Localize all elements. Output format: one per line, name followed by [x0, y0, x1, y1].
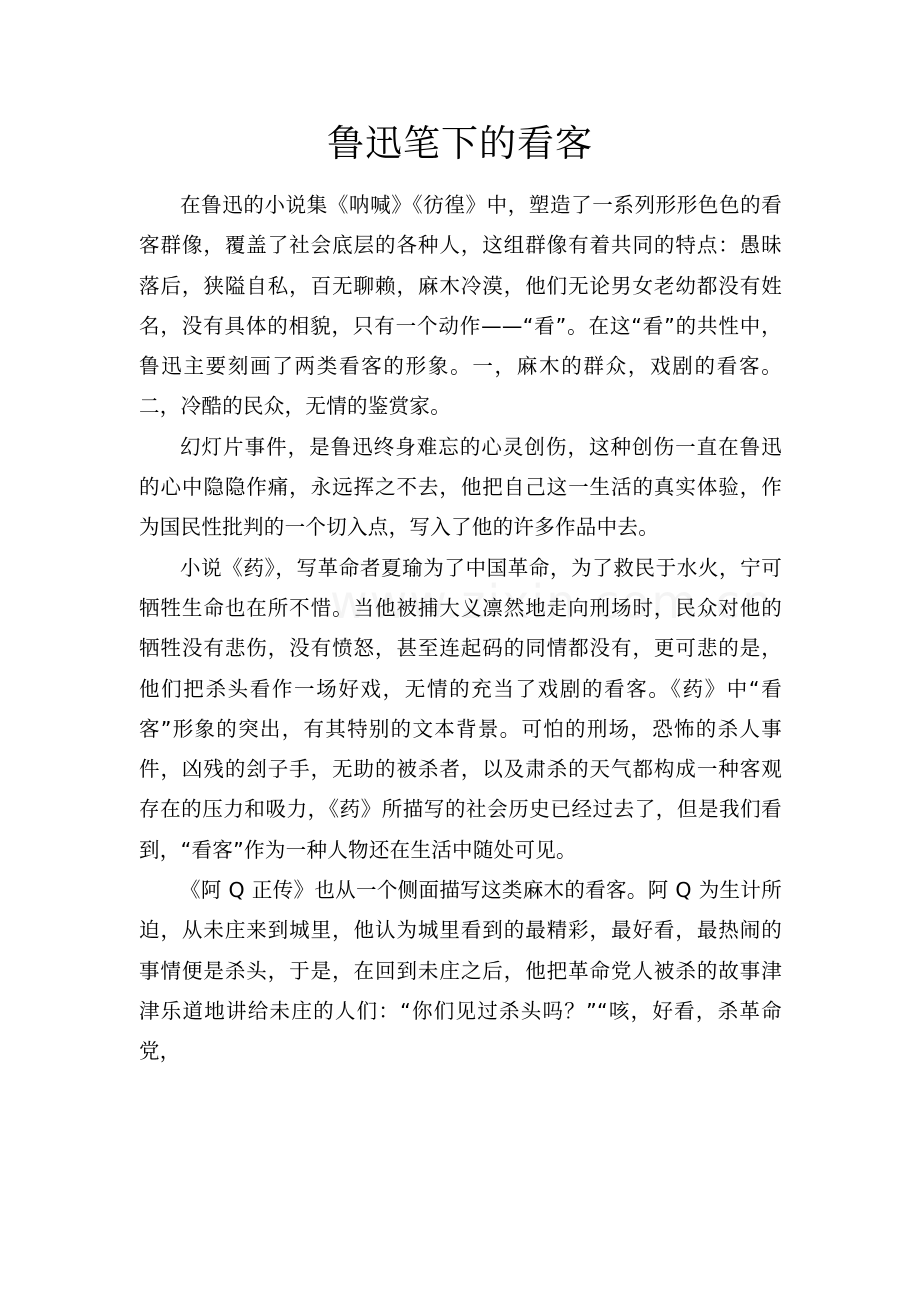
paragraph-3: 小说《药》，写革命者夏瑜为了中国革命，为了救民于水火，宁可牺牲生命也在所不惜。当他被捕大义凛然地走向刑场时，民众对他的牺牲没有悲伤，没有愤怒，甚至连起码的同情都没有，更可悲的是，他们把杀头看作一场好戏，无情的充当了戏剧的看客。《药》中“看客”形象的突出，有其特别的文本背景。可怕的刑场，恐怖的杀人事件，凶残的刽子手，无助的被杀者，以及肃杀的天气都构成一种客观存在的压力和吸力，《药》所描写的社会历史已经过去了，但是我们看到，“看客”作为一种人物还在生活中随处可见。 — [139, 555, 782, 862]
document-body — [139, 185, 782, 1072]
paragraph-1: 在鲁迅的小说集《呐喊》《彷徨》中，塑造了一系列形形色色的看客群像，覆盖了社会底层的各种人，这组群像有着共同的特点：愚昧落后，狭隘自私，百无聊赖，麻木冷漠，他们无论男女老幼都没有姓名，没有具体的相貌，只有一个动作——“看”。在这“看”的共性中，鲁迅主要刻画了两类看客的形象。一，麻木的群众，戏剧的看客。二，冷酷的民众，无情的鉴赏家。 — [139, 193, 782, 419]
document-title: 鲁迅笔下的看客 — [327, 122, 593, 165]
paragraph-2: 幻灯片事件，是鲁迅终身难忘的心灵创伤，这种创伤一直在鲁迅的心中隐隐作痛，永远挥之不去，他把自己这一生活的真实体验，作为国民性批判的一个切入点，写入了他的许多作品中去。 — [139, 434, 782, 540]
paragraph-4: 《阿 Q 正传》也从一个侧面描写这类麻木的看客。阿 Q 为生计所迫，从未庄来到城里，他认为城里看到的最精彩，最好看，最热闹的事情便是杀头，于是，在回到未庄之后，他把革命党人被杀的故事津津乐道地讲给未庄的人们：“你们见过杀头吗？”“咳，好看，杀革命党， — [139, 878, 782, 1064]
